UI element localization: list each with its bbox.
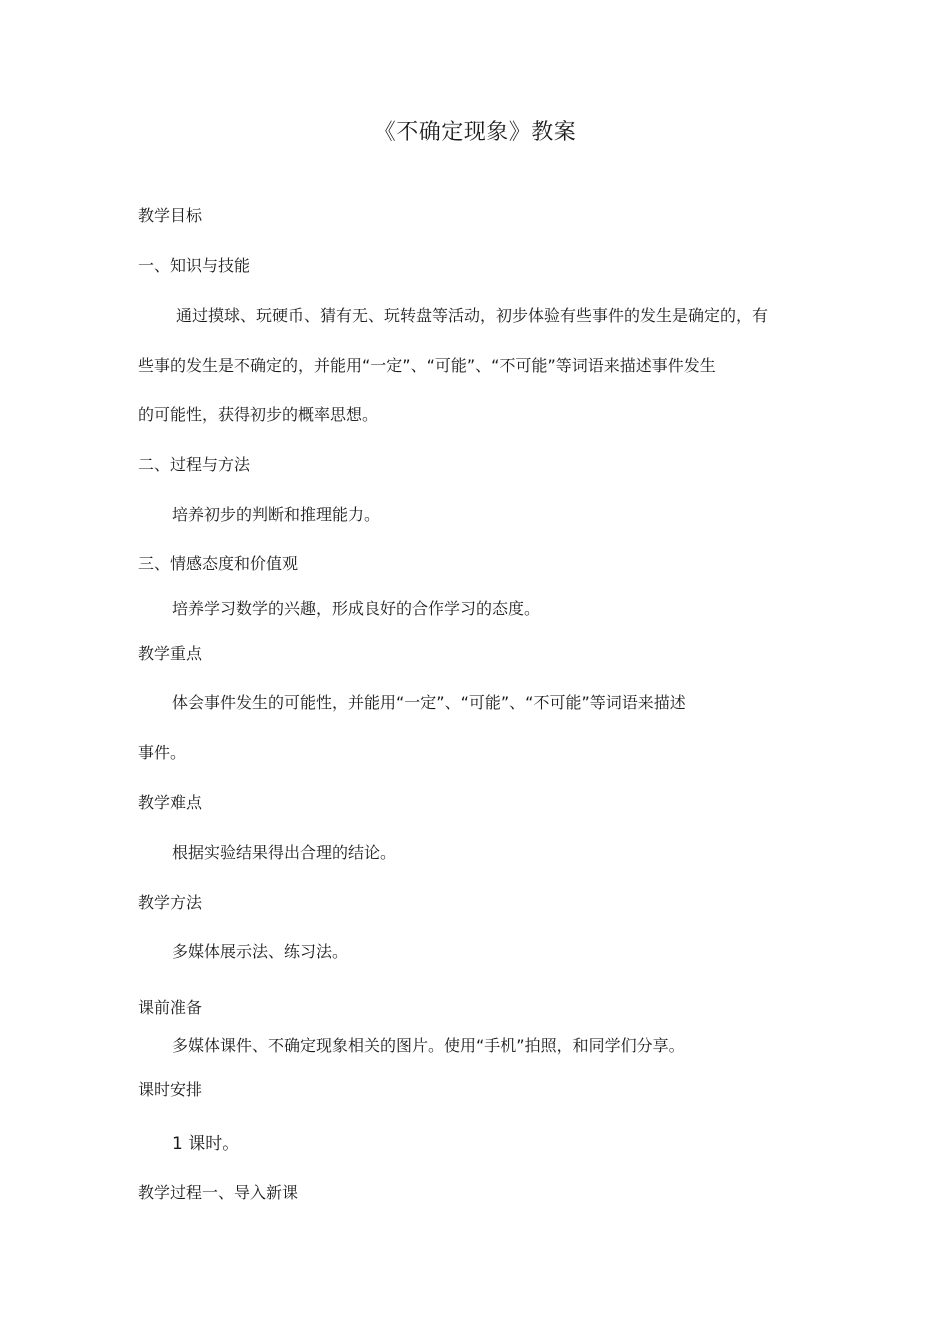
knowledge-text-line-3: 的可能性，获得初步的概率思想。 — [138, 405, 379, 424]
process-text: 培养初步的判断和推理能力。 — [172, 505, 381, 524]
procedure-heading: 教学过程一、导入新课 — [138, 1183, 299, 1202]
knowledge-heading: 一、知识与技能 — [138, 256, 251, 275]
knowledge-text-line-1: 通过摸球、玩硬币、猜有无、玩转盘等活动，初步体验有些事件的发生是确定的，有 — [176, 306, 769, 325]
schedule-text: 1 课时。 — [172, 1134, 240, 1154]
process-heading: 二、过程与方法 — [138, 455, 251, 474]
emotion-text: 培养学习数学的兴趣，形成良好的合作学习的态度。 — [172, 599, 541, 618]
emotion-heading: 三、情感态度和价值观 — [138, 554, 299, 573]
key-heading: 教学重点 — [138, 644, 203, 663]
difficulty-text: 根据实验结果得出合理的结论。 — [172, 843, 397, 862]
prep-heading: 课前准备 — [138, 998, 203, 1017]
prep-text: 多媒体课件、不确定现象相关的图片。使用“手机”拍照，和同学们分享。 — [172, 1036, 685, 1055]
document-title: 《不确定现象》教案 — [373, 120, 577, 145]
key-text-line-2: 事件。 — [138, 743, 187, 762]
difficulty-heading: 教学难点 — [138, 793, 203, 812]
method-text: 多媒体展示法、练习法。 — [172, 942, 349, 961]
objectives-heading: 教学目标 — [138, 206, 203, 225]
knowledge-text-line-2: 些事的发生是不确定的，并能用“一定”、“可能”、“不可能”等词语来描述事件发生 — [138, 356, 716, 375]
schedule-heading: 课时安排 — [138, 1080, 203, 1099]
key-text-line-1: 体会事件发生的可能性，并能用“一定”、“可能”、“不可能”等词语来描述 — [172, 693, 686, 712]
method-heading: 教学方法 — [138, 893, 203, 912]
